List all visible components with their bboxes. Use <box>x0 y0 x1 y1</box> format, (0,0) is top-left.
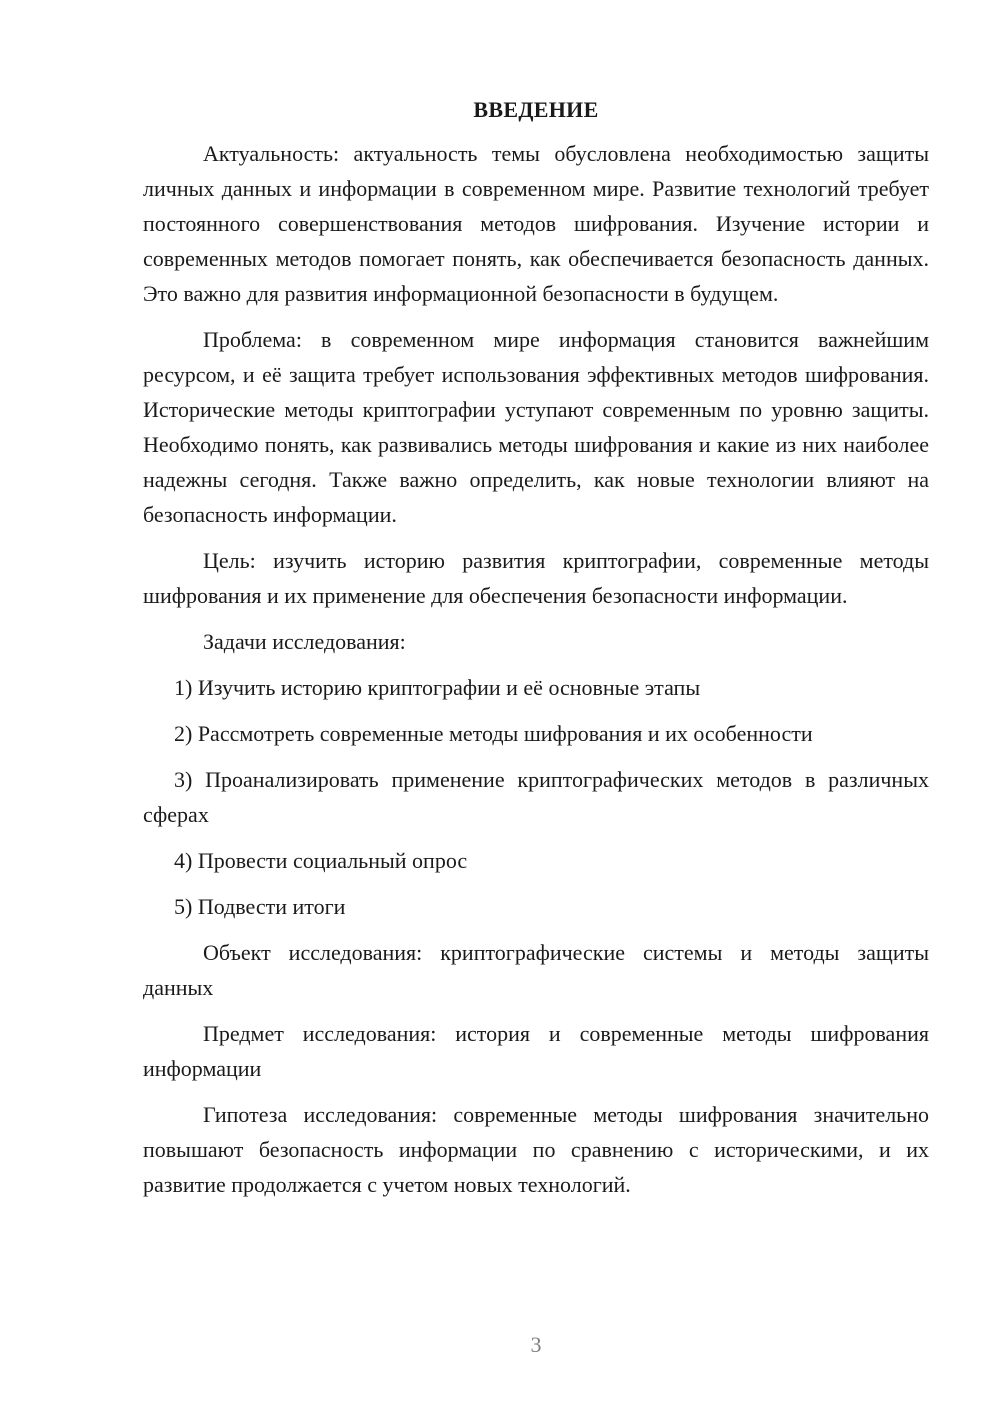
task-item: 2) Рассмотреть современные методы шифрования и их особенности <box>174 721 813 746</box>
tasks-list <box>143 670 929 924</box>
task-item: 3) Проанализировать применение криптографических методов в различных сферах <box>143 767 929 827</box>
task-item: 5) Подвести итоги <box>174 894 346 919</box>
page-heading: ВВЕДЕНИЕ <box>473 97 599 122</box>
paragraph-relevance: Актуальность: актуальность темы обусловлена необходимостью защиты личных данных и информации в современном мире. Развитие технологий требует постоянного совершенствования методов шифрования. Изучение истории и современных методов помогает понять, как обеспечивается безопасность данных. Это важно для развития информационной безопасности в будущем. <box>143 141 929 306</box>
task-item: 1) Изучить историю криптографии и её основные этапы <box>174 675 701 700</box>
task-item: 4) Провести социальный опрос <box>174 848 468 873</box>
paragraph-goal: Цель: изучить историю развития криптографии, современные методы шифрования и их применение для обеспечения безопасности информации. <box>143 548 929 608</box>
page-number: 3 <box>530 1332 542 1357</box>
document-page <box>143 92 929 1213</box>
paragraph-subject: Предмет исследования: история и современные методы шифрования информации <box>143 1021 929 1081</box>
paragraph-object: Объект исследования: криптографические системы и методы защиты данных <box>143 940 929 1000</box>
paragraph-problem: Проблема: в современном мире информация становится важнейшим ресурсом, и её защита требует использования эффективных методов шифрования. Исторические методы криптографии уступают современным по уровню защиты. Необходимо понять, как развивались методы шифрования и какие из них наиболее надежны сегодня. Также важно определить, как новые технологии влияют на безопасность информации. <box>143 327 929 527</box>
tasks-title: Задачи исследования: <box>203 629 406 654</box>
paragraph-hypothesis: Гипотеза исследования: современные методы шифрования значительно повышают безопасность информации по сравнению с историческими, и их развитие продолжается с учетом новых технологий. <box>143 1102 929 1197</box>
